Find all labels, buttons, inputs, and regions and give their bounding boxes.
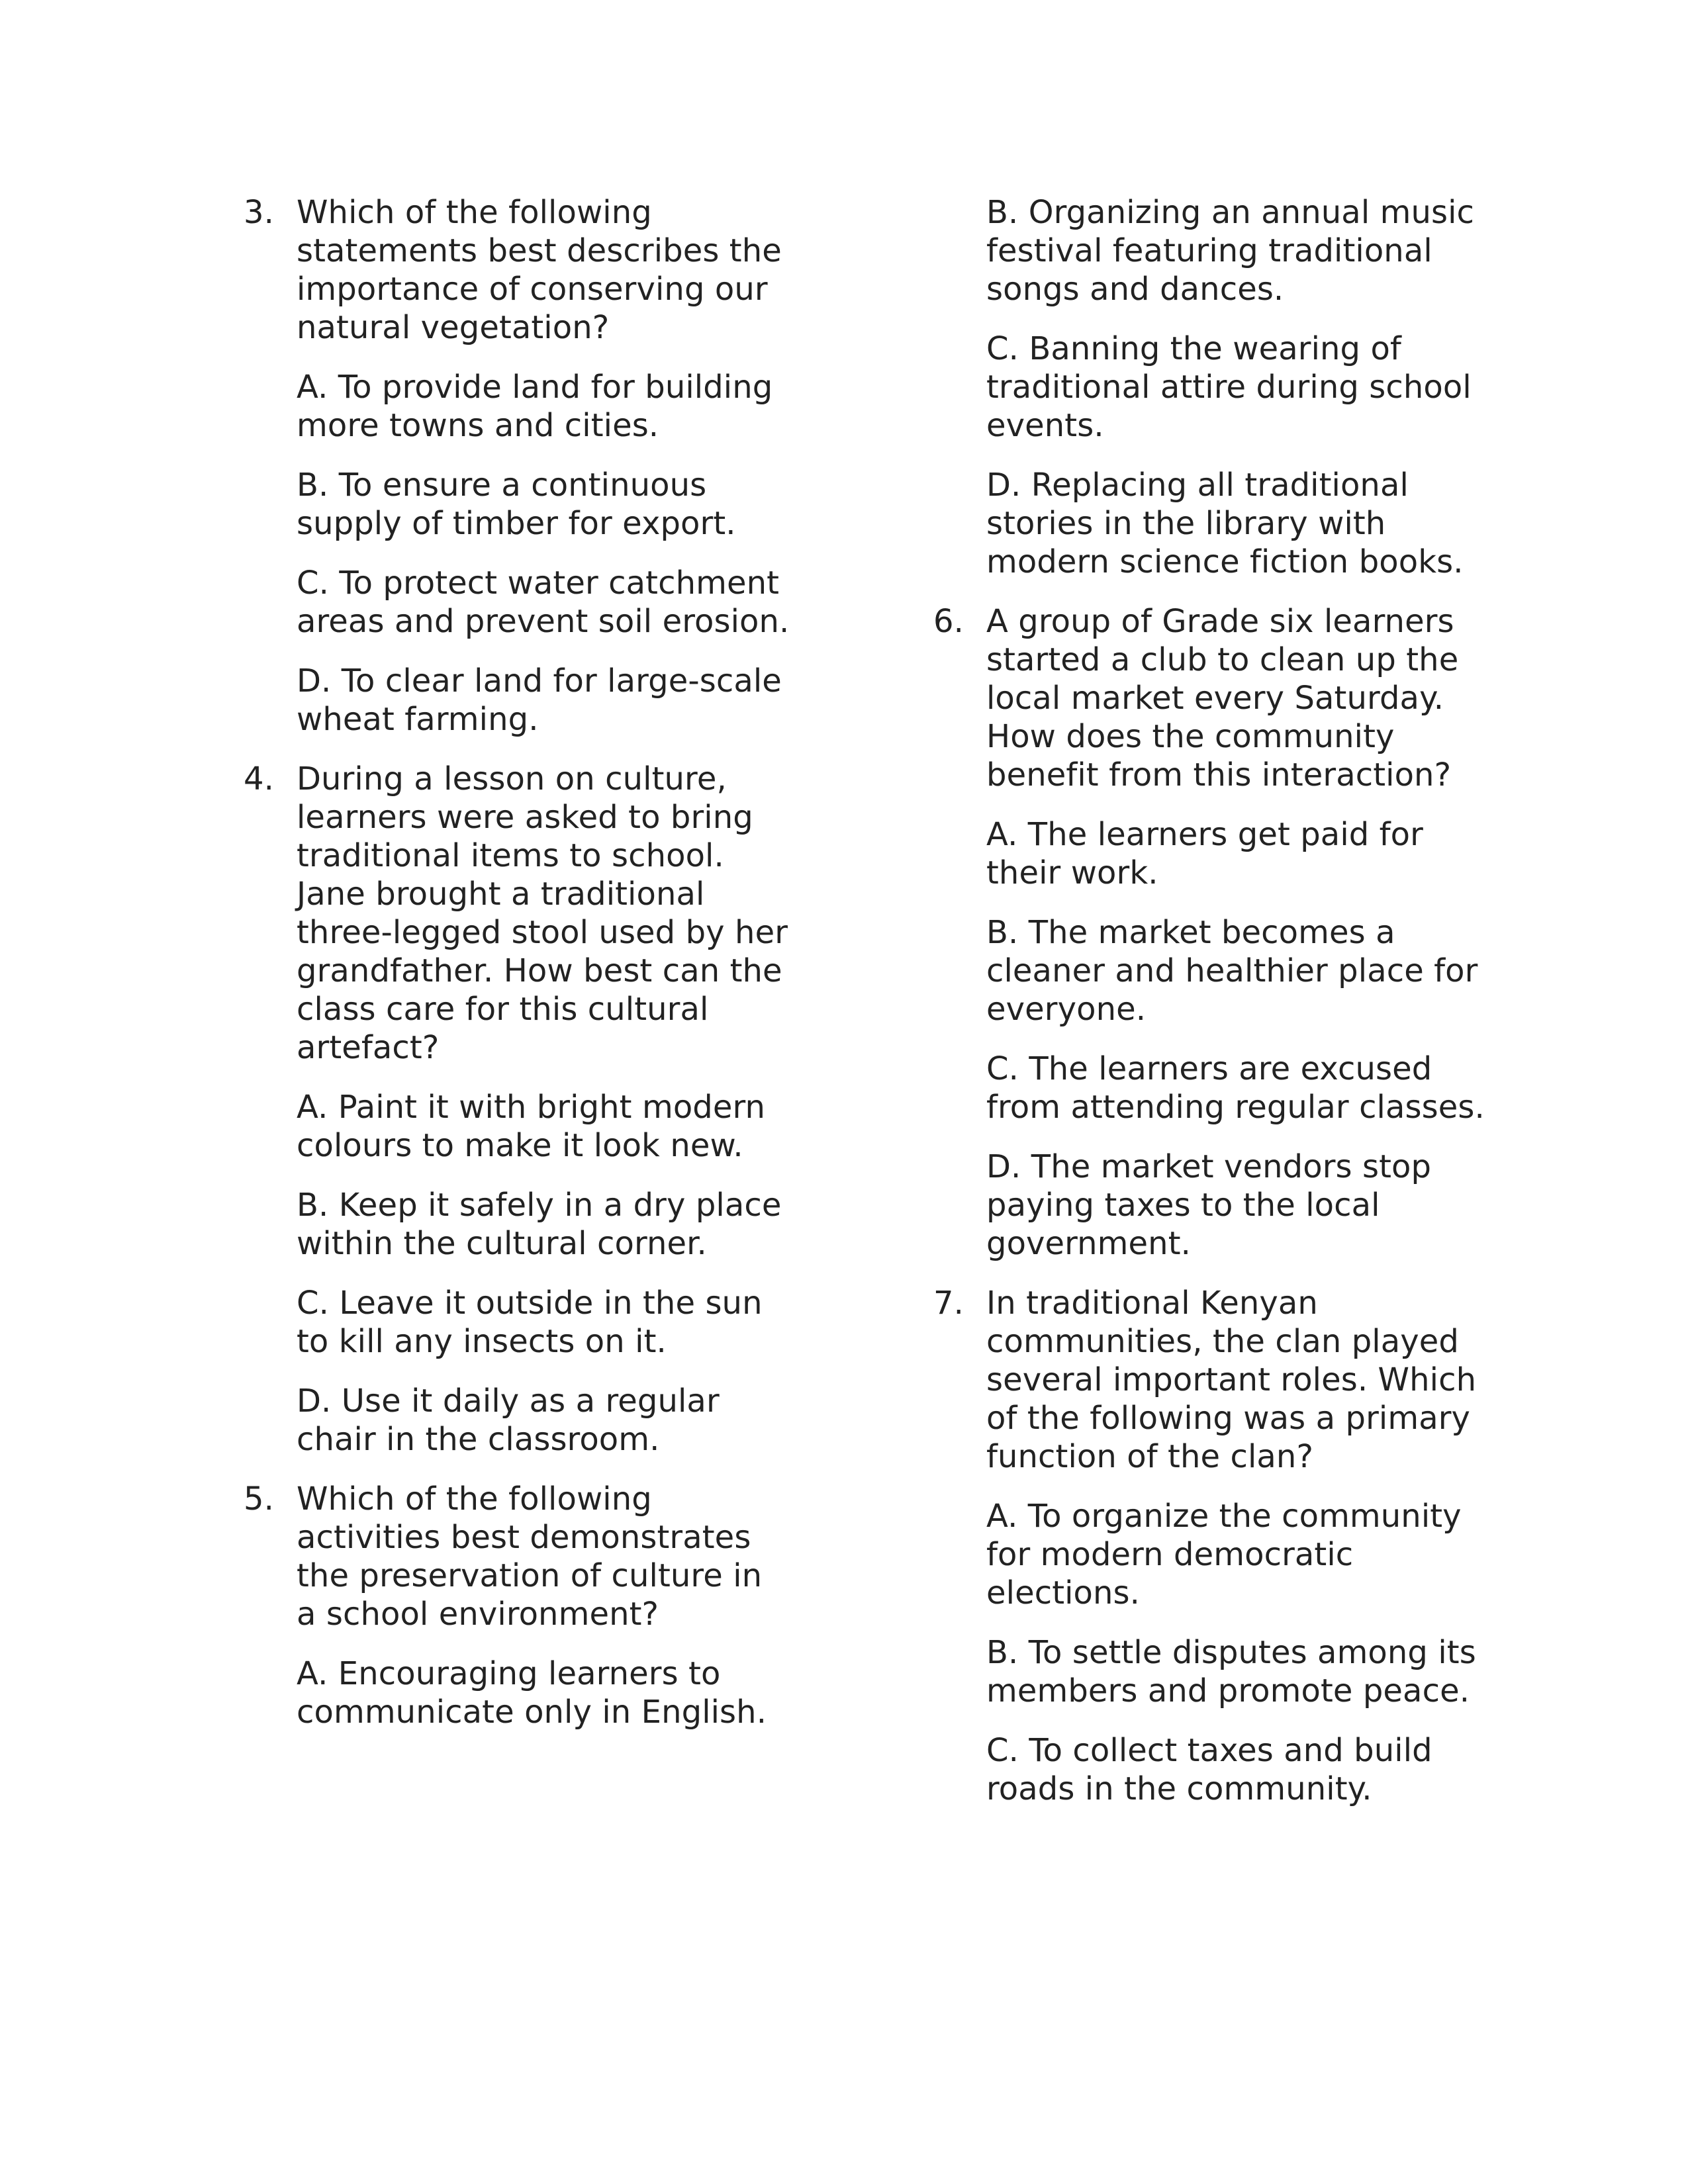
option-d: D. The market vendors stop paying taxes to the local government.: [986, 1148, 1432, 1262]
question-4: [244, 760, 792, 1067]
question-text: Which of the following activities best demonstrates the preservation of culture in a school environment?: [297, 1480, 763, 1633]
question-text: Which of the following statements best describes the importance of conserving our natural vegetation?: [297, 194, 782, 346]
option-a: A. To provide land for building more towns and cities.: [297, 369, 773, 444]
option-c: C. Leave it outside in the sun to kill any insects on it.: [297, 1285, 763, 1360]
option-b: B. To ensure a continuous supply of timber for export.: [297, 467, 736, 542]
question-text: In traditional Kenyan communities, the clan played several important roles. Which of the following was a primary function of the clan?: [986, 1285, 1477, 1475]
question-text: A group of Grade six learners started a club to clean up the local market every Saturday. How does the community benefit from this interaction?: [986, 603, 1459, 794]
option-a: A. Encouraging learners to communicate only in English.: [297, 1655, 767, 1731]
question-number: 4.: [244, 760, 274, 797]
option-b: B. Organizing an annual music festival featuring traditional songs and dances.: [986, 194, 1475, 308]
right-column: [933, 193, 1503, 1829]
question-6: [933, 602, 1503, 794]
question-number: 7.: [933, 1285, 964, 1322]
question-text: During a lesson on culture, learners were asked to bring traditional items to school. Jane brought a traditional three-legged stool used by her grandfather. How best can the class care for this cultural artefact?: [297, 760, 788, 1066]
option-d: D. Use it daily as a regular chair in the classroom.: [297, 1383, 720, 1458]
option-b: B. The market becomes a cleaner and healthier place for everyone.: [986, 914, 1478, 1028]
option-b: B. To settle disputes among its members and promote peace.: [986, 1634, 1476, 1709]
question-7: [933, 1284, 1503, 1476]
question-number: 3.: [244, 194, 274, 231]
question-number: 6.: [933, 603, 964, 640]
option-c: C. Banning the wearing of traditional attire during school events.: [986, 330, 1472, 444]
option-d: D. Replacing all traditional stories in the library with modern science fiction books.: [986, 467, 1464, 580]
option-d: D. To clear land for large-scale wheat farming.: [297, 662, 782, 738]
option-a: A. To organize the community for modern democratic elections.: [986, 1498, 1462, 1612]
option-b: B. Keep it safely in a dry place within the cultural corner.: [297, 1187, 782, 1262]
option-a: A. The learners get paid for their work.: [986, 816, 1423, 891]
option-a: A. Paint it with bright modern colours to make it look new.: [297, 1089, 765, 1164]
option-c: C. To collect taxes and build roads in the community.: [986, 1732, 1432, 1807]
left-column: [244, 193, 792, 1752]
question-number: 5.: [244, 1480, 274, 1518]
option-c: C. The learners are excused from attending regular classes.: [986, 1050, 1485, 1126]
question-5: [244, 1480, 792, 1633]
question-3: [244, 193, 792, 347]
option-c: C. To protect water catchment areas and prevent soil erosion.: [297, 565, 790, 640]
